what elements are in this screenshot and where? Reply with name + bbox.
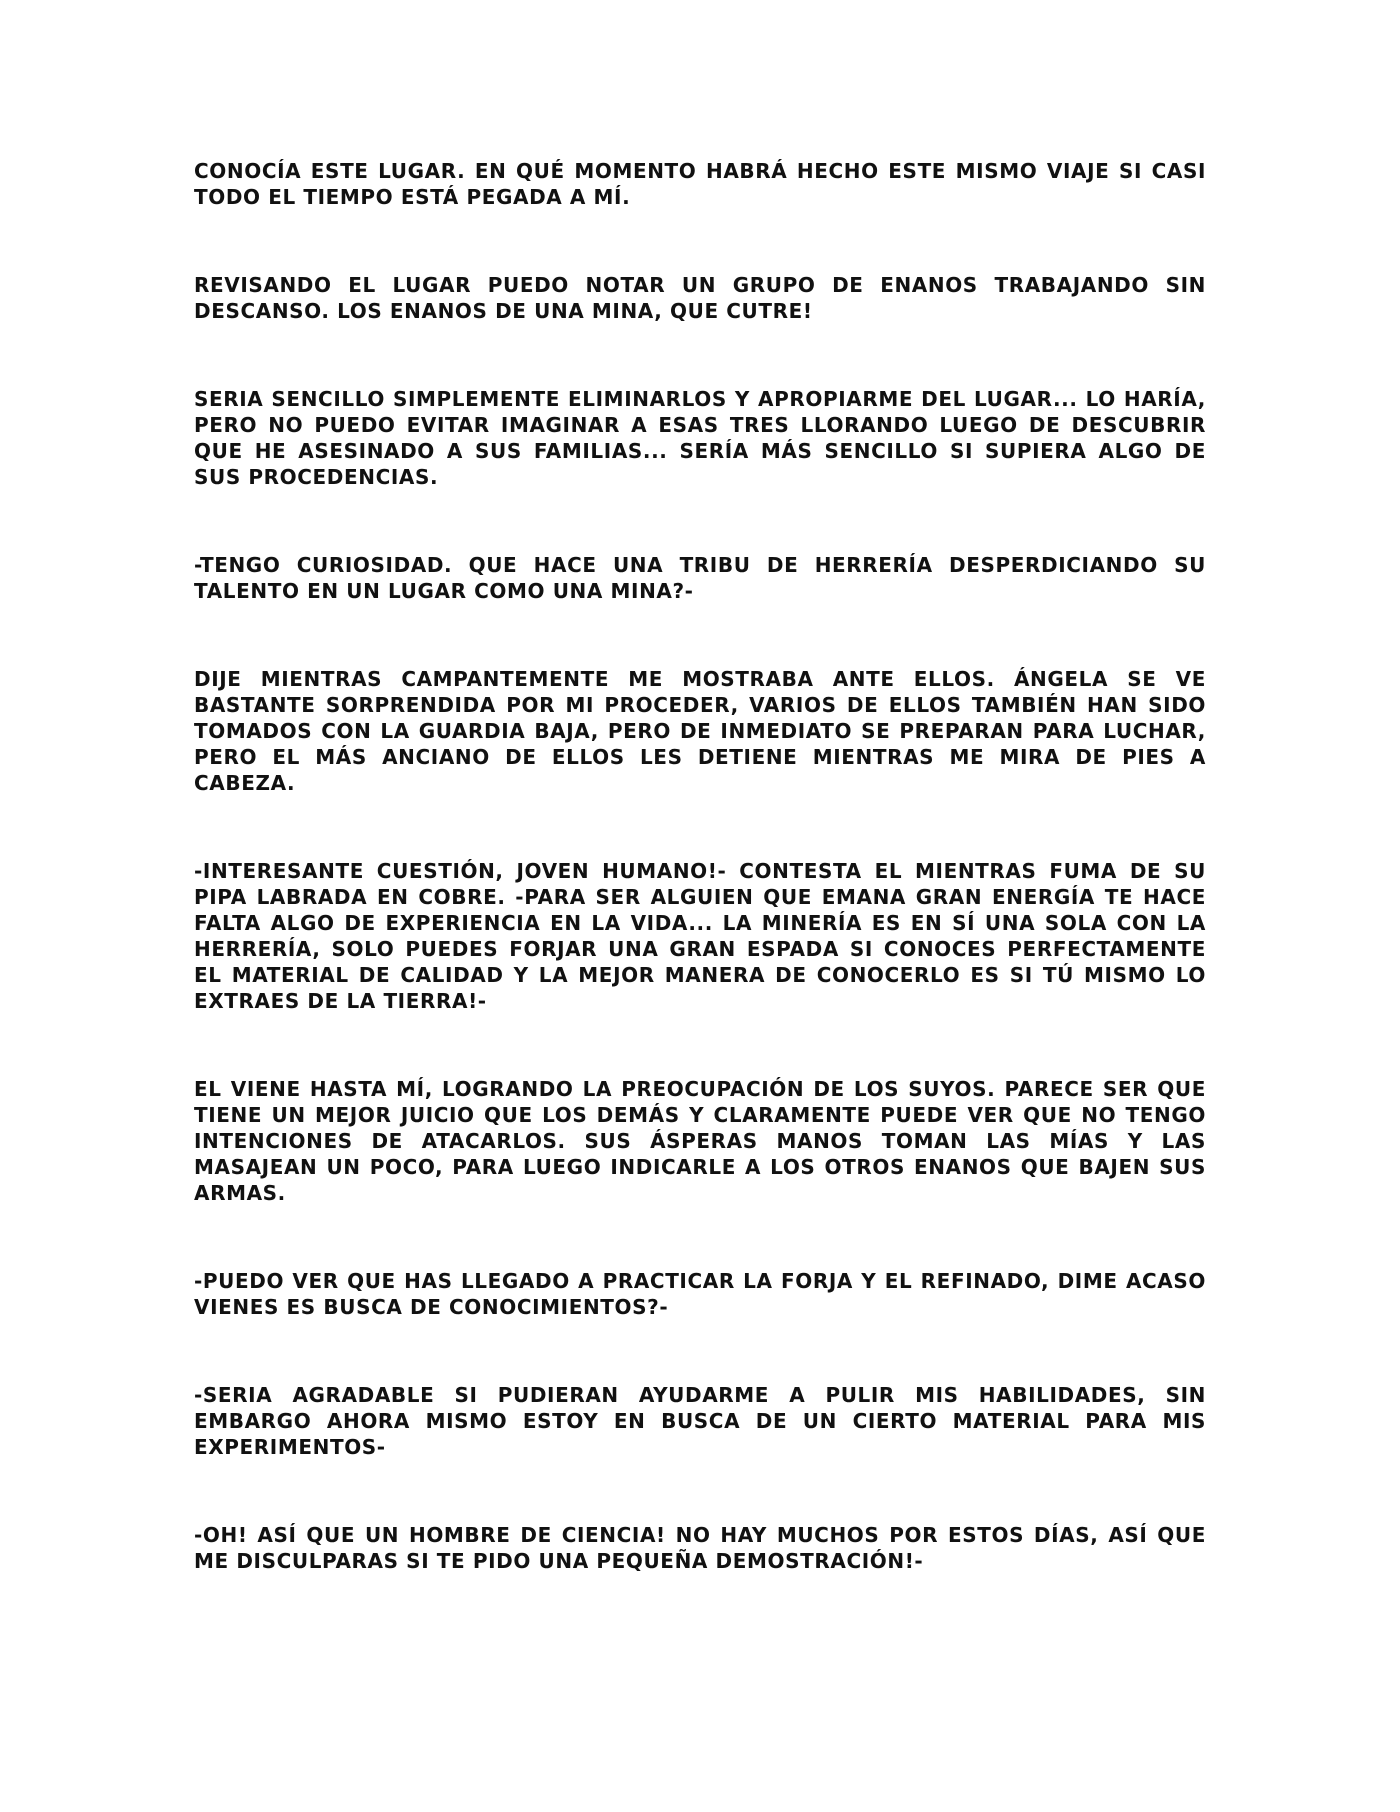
paragraph: SERIA SENCILLO SIMPLEMENTE ELIMINARLOS Y APROPIARME DEL LUGAR... LO HARÍA, PERO NO PUEDO EVITAR IMAGINAR A ESAS TRES LLORANDO LUEGO DE DESCUBRIR QUE HE ASESINADO A SUS FAMILIAS... SERÍA MÁS SENCILLO SI SUPIERA ALGO DE SUS PROCEDENCIAS. <box>194 387 1206 489</box>
paragraph: CONOCÍA ESTE LUGAR. EN QUÉ MOMENTO HABRÁ HECHO ESTE MISMO VIAJE SI CASI TODO EL TIEMPO ESTÁ PEGADA A MÍ. <box>194 159 1206 209</box>
dialogue-paragraph: -TENGO CURIOSIDAD. QUE HACE UNA TRIBU DE HERRERÍA DESPERDICIANDO SU TALENTO EN UN LUGAR COMO UNA MINA?- <box>194 553 1206 603</box>
paragraph: REVISANDO EL LUGAR PUEDO NOTAR UN GRUPO DE ENANOS TRABAJANDO SIN DESCANSO. LOS ENANOS DE UNA MINA, QUE CUTRE! <box>194 273 1206 323</box>
text-column <box>194 158 1206 1574</box>
paragraph: DIJE MIENTRAS CAMPANTEMENTE ME MOSTRABA ANTE ELLOS. ÁNGELA SE VE BASTANTE SORPRENDIDA POR MI PROCEDER, VARIOS DE ELLOS TAMBIÉN HAN SIDO TOMADOS CON LA GUARDIA BAJA, PERO DE INMEDIATO SE PREPARAN PARA LUCHAR, PERO EL MÁS ANCIANO DE ELLOS LES DETIENE MIENTRAS ME MIRA DE PIES A CABEZA. <box>194 667 1206 795</box>
paragraph: EL VIENE HASTA MÍ, LOGRANDO LA PREOCUPACIÓN DE LOS SUYOS. PARECE SER QUE TIENE UN MEJOR JUICIO QUE LOS DEMÁS Y CLARAMENTE PUEDE VER QUE NO TENGO INTENCIONES DE ATACARLOS. SUS ÁSPERAS MANOS TOMAN LAS MÍAS Y LAS MASAJEAN UN POCO, PARA LUEGO INDICARLE A LOS OTROS ENANOS QUE BAJEN SUS ARMAS. <box>194 1077 1206 1205</box>
dialogue-paragraph: -OH! ASÍ QUE UN HOMBRE DE CIENCIA! NO HAY MUCHOS POR ESTOS DÍAS, ASÍ QUE ME DISCULPARAS SI TE PIDO UNA PEQUEÑA DEMOSTRACIÓN!- <box>194 1523 1206 1573</box>
dialogue-paragraph: -INTERESANTE CUESTIÓN, JOVEN HUMANO!- CONTESTA EL MIENTRAS FUMA DE SU PIPA LABRADA EN COBRE. -PARA SER ALGUIEN QUE EMANA GRAN ENERGÍA TE HACE FALTA ALGO DE EXPERIENCIA EN LA VIDA... LA MINERÍA ES EN SÍ UNA SOLA CON LA HERRERÍA, SOLO PUEDES FORJAR UNA GRAN ESPADA SI CONOCES PERFECTAMENTE EL MATERIAL DE CALIDAD Y LA MEJOR MANERA DE CONOCERLO ES SI TÚ MISMO LO EXTRAES DE LA TIERRA!- <box>194 859 1206 1013</box>
dialogue-paragraph: -PUEDO VER QUE HAS LLEGADO A PRACTICAR LA FORJA Y EL REFINADO, DIME ACASO VIENES ES BUSCA DE CONOCIMIENTOS?- <box>194 1269 1206 1319</box>
dialogue-paragraph: -SERIA AGRADABLE SI PUDIERAN AYUDARME A PULIR MIS HABILIDADES, SIN EMBARGO AHORA MISMO ESTOY EN BUSCA DE UN CIERTO MATERIAL PARA MIS EXPERIMENTOS- <box>194 1383 1206 1459</box>
